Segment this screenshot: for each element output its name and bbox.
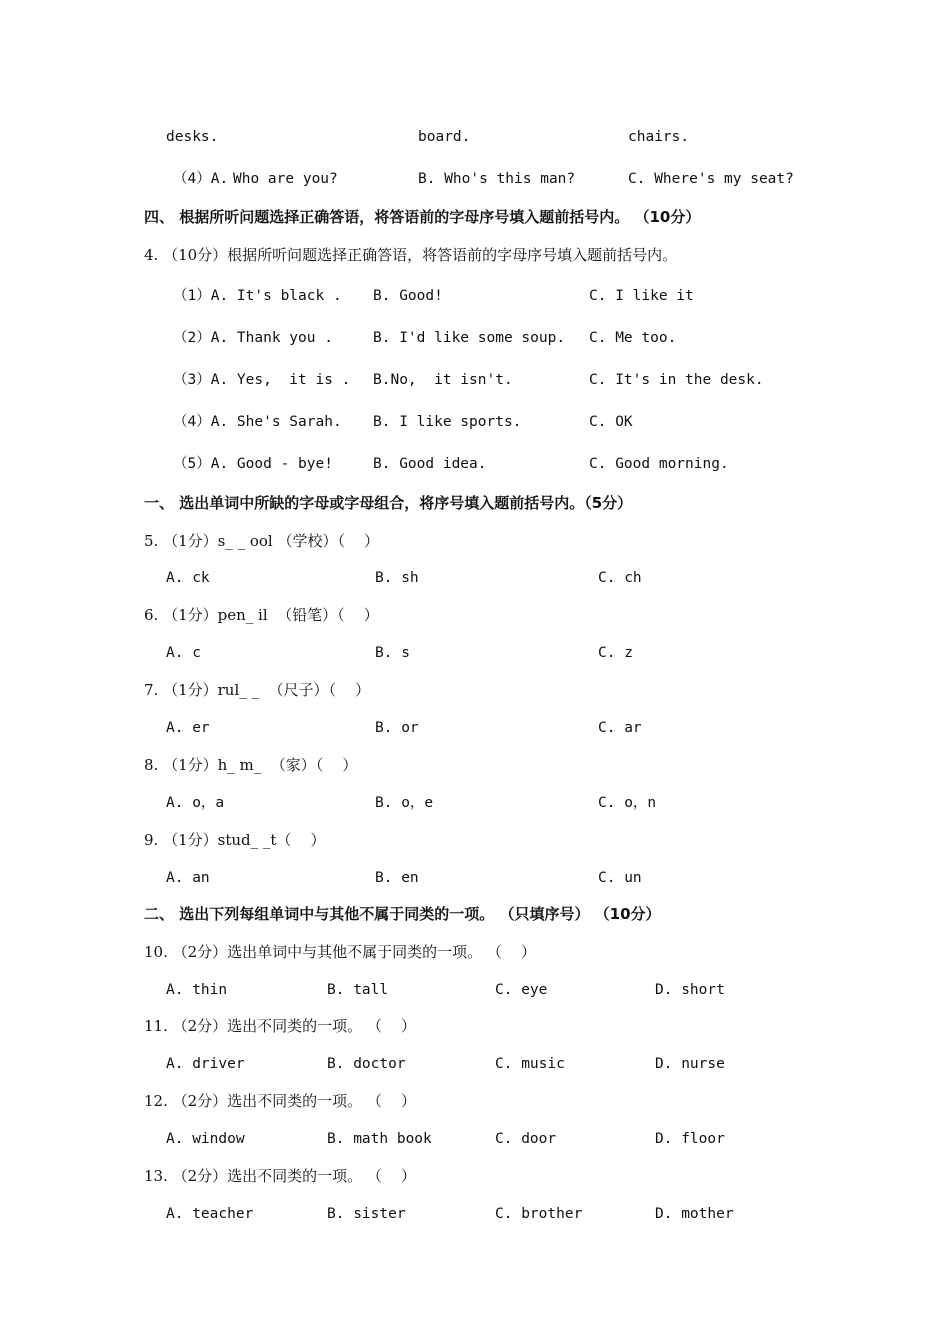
q7-option-c: C. ar	[598, 720, 642, 736]
q8-option-a: A. o，a	[166, 795, 225, 811]
q4-5-option-c: C. Good morning.	[589, 456, 729, 472]
q8-option-c: C. o，n	[598, 795, 657, 811]
q9-option-c: C. un	[598, 870, 642, 886]
q3-4-number: （4）A.	[173, 171, 229, 187]
q5-option-a: A. ck	[166, 570, 210, 586]
q4-4-option-b: B. I like sports.	[373, 414, 522, 430]
q3-4-option-b: B. Who's this man?	[418, 171, 576, 187]
option-board: board.	[418, 129, 471, 145]
q5-option-b: B. sh	[375, 570, 419, 586]
q4-4-option-c: C. OK	[589, 414, 633, 430]
q13-option-a: A. teacher	[166, 1206, 254, 1222]
q10-option-b: B. tall	[327, 982, 389, 998]
q4-2-option-c: C. Me too.	[589, 330, 677, 346]
q6-option-c: C. z	[598, 645, 633, 661]
q11-option-a: A. driver	[166, 1056, 245, 1072]
q8-option-b: B. o，e	[375, 795, 434, 811]
q4-2-option-a: （2）A. Thank you .	[173, 330, 333, 346]
question-9-stem: 9. （1分）stud_ _t（ ）	[144, 831, 326, 849]
question-12-stem: 12. （2分）选出不同类的一项。 （ ）	[144, 1092, 417, 1110]
option-chairs: chairs.	[628, 129, 690, 145]
q4-5-option-b: B. Good idea.	[373, 456, 487, 472]
q11-option-d: D. nurse	[655, 1056, 725, 1072]
q4-2-option-b: B. I'd like some soup.	[373, 330, 566, 346]
question-4-stem: 4. （10分）根据所听问题选择正确答语，将答语前的字母序号填入题前括号内。	[144, 246, 678, 264]
q10-option-c: C. eye	[495, 982, 548, 998]
section-heading-spelling: 一、 选出单词中所缺的字母或字母组合，将序号填入题前括号内。（5分）	[144, 494, 633, 512]
q7-option-a: A. er	[166, 720, 210, 736]
question-11-stem: 11. （2分）选出不同类的一项。 （ ）	[144, 1017, 417, 1035]
question-13-stem: 13. （2分）选出不同类的一项。 （ ）	[144, 1167, 417, 1185]
q13-option-d: D. mother	[655, 1206, 734, 1222]
q11-option-c: C. music	[495, 1056, 565, 1072]
q4-1-option-c: C. I like it	[589, 288, 694, 304]
q12-option-d: D. floor	[655, 1131, 725, 1147]
question-8-stem: 8. （1分）h_ m_ （家）（ ）	[144, 756, 358, 774]
q4-4-option-a: （4）A. She's Sarah.	[173, 414, 342, 430]
q6-option-a: A. c	[166, 645, 201, 661]
question-6-stem: 6. （1分）pen_ il （铅笔）（ ）	[144, 606, 379, 624]
q13-option-c: C. brother	[495, 1206, 583, 1222]
q11-option-b: B. doctor	[327, 1056, 406, 1072]
question-10-stem: 10. （2分）选出单词中与其他不属于同类的一项。 （ ）	[144, 943, 537, 961]
q9-option-b: B. en	[375, 870, 419, 886]
section-heading-odd-one-out: 二、 选出下列每组单词中与其他不属于同类的一项。 （只填序号） （10分）	[144, 905, 661, 923]
q4-3-option-b: B.No, it isn't.	[373, 372, 513, 388]
q12-option-a: A. window	[166, 1131, 245, 1147]
q10-option-a: A. thin	[166, 982, 228, 998]
q13-option-b: B. sister	[327, 1206, 406, 1222]
q12-option-b: B. math book	[327, 1131, 432, 1147]
q9-option-a: A. an	[166, 870, 210, 886]
q4-3-option-a: （3）A. Yes, it is .	[173, 372, 351, 388]
question-5-stem: 5. （1分）s_ _ ool （学校）（ ）	[144, 532, 380, 550]
q4-1-option-a: （1）A. It's black .	[173, 288, 342, 304]
q4-5-option-a: （5）A. Good - bye!	[173, 456, 333, 472]
option-desks: desks.	[166, 129, 219, 145]
q4-3-option-c: C. It's in the desk.	[589, 372, 764, 388]
q7-option-b: B. or	[375, 720, 419, 736]
q6-option-b: B. s	[375, 645, 410, 661]
q12-option-c: C. door	[495, 1131, 557, 1147]
q5-option-c: C. ch	[598, 570, 642, 586]
section-heading-listening: 四、 根据所听问题选择正确答语，将答语前的字母序号填入题前括号内。 （10分）	[144, 208, 701, 226]
q3-4-option-c: C. Where's my seat?	[628, 171, 794, 187]
question-7-stem: 7. （1分）rul_ _ （尺子）（ ）	[144, 681, 371, 699]
q3-4-option-a: Who are you?	[233, 171, 338, 187]
q10-option-d: D. short	[655, 982, 725, 998]
q4-1-option-b: B. Good!	[373, 288, 443, 304]
